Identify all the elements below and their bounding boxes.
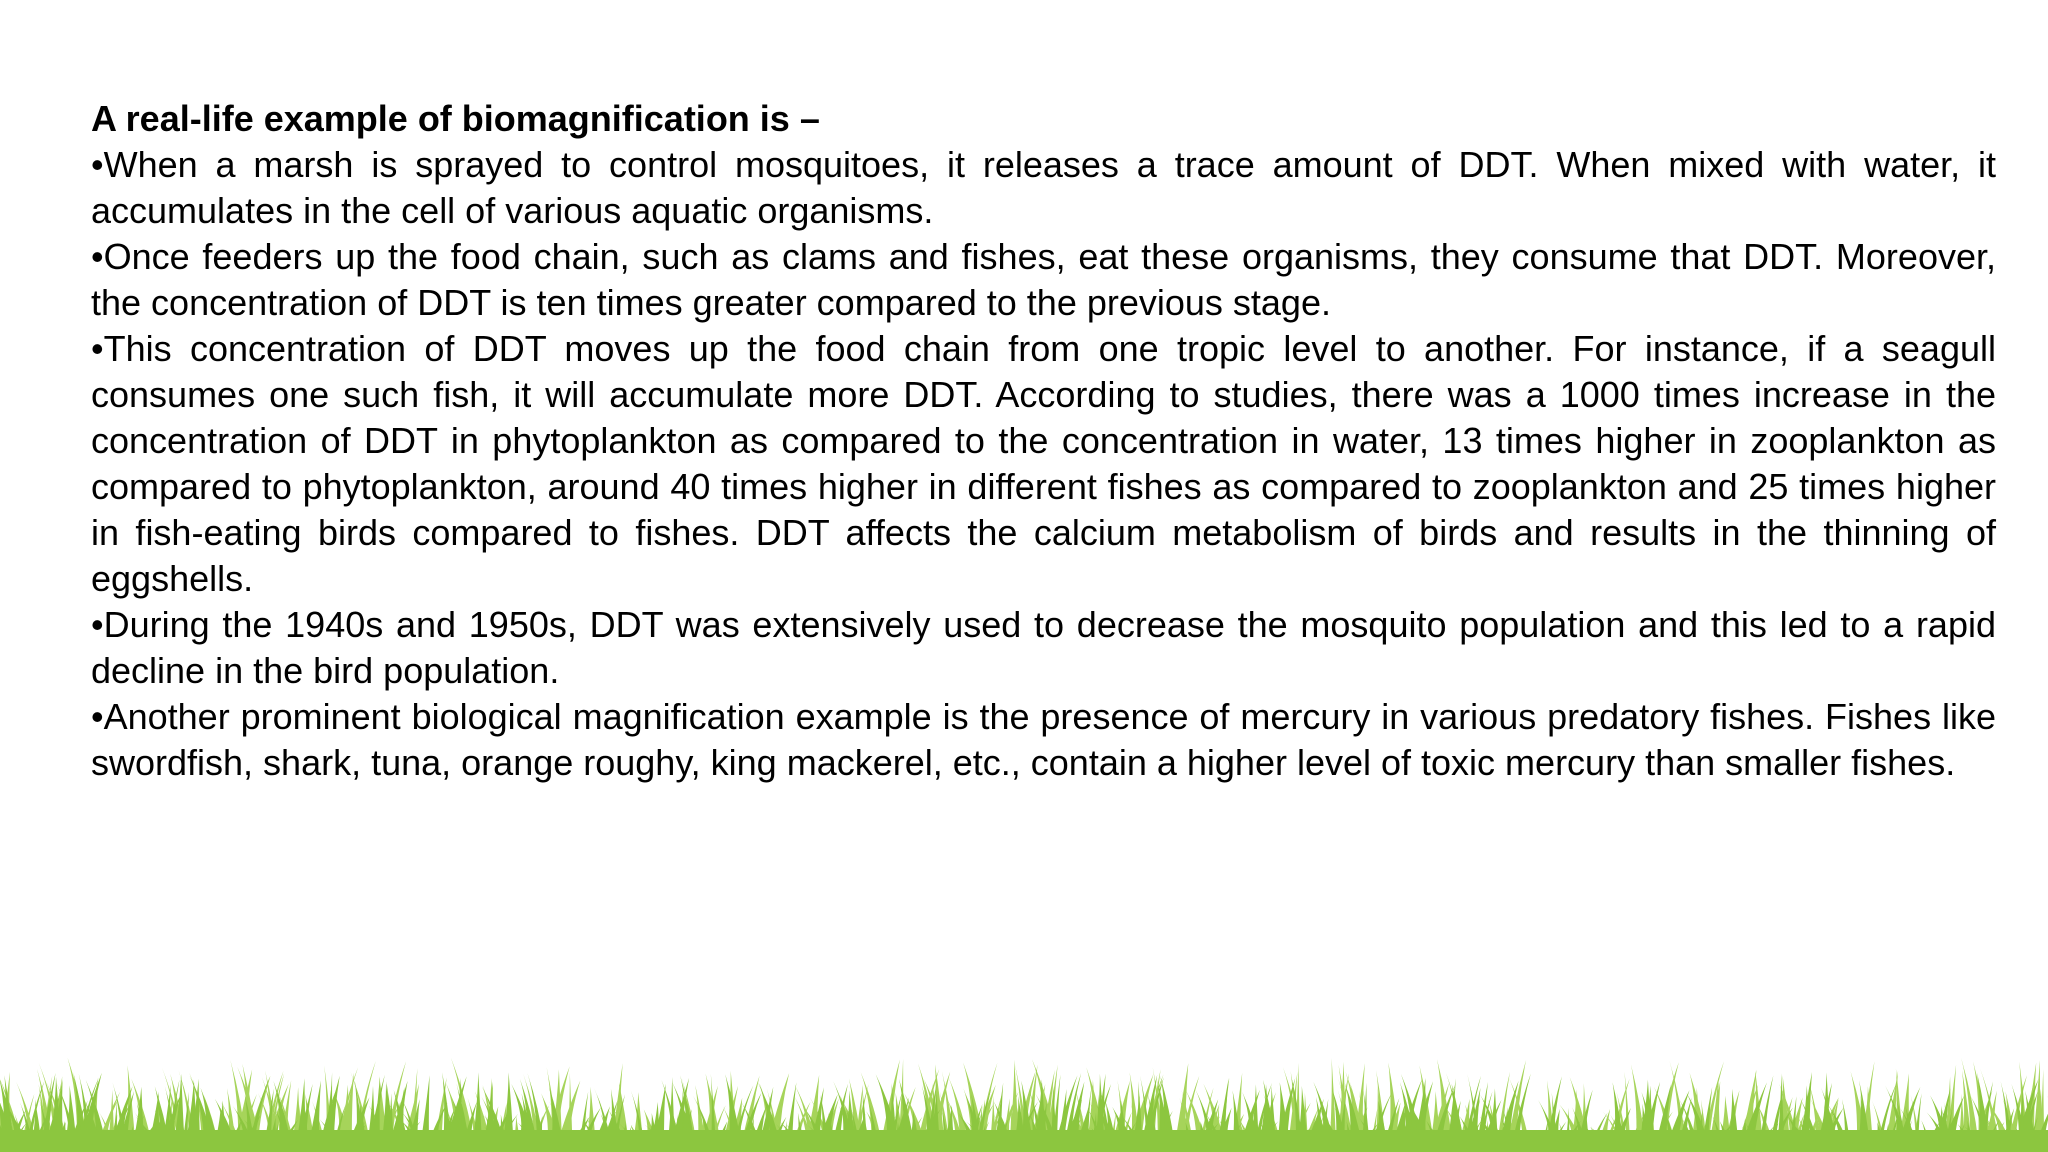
bullet-feeders-consume: •Once feeders up the food chain, such as clams and fishes, eat these organisms, they consume that DDT. Moreover, the concentration of DDT is ten times greater compared to the previous stage. (91, 236, 1996, 323)
bullet-1940s-bird-decline: •During the 1940s and 1950s, DDT was extensively used to decrease the mosquito population and this led to a rapid decline in the bird population. (91, 604, 1996, 691)
grass-base (0, 1130, 2048, 1152)
grass-border-icon (0, 992, 2048, 1152)
bullet-concentration-food-chain: •This concentration of DDT moves up the food chain from one tropic level to another. For instance, if a seagull consumes one such fish, it will accumulate more DDT. According to studies, there was a 1000 times increase in the concentration of DDT in phytoplankton as compared to the concentration in water, 13 times higher in zooplankton as compared to phytoplankton, around 40 times higher in different fishes as compared to zooplankton and 25 times higher in fish-eating birds compared to fishes. DDT affects the calcium metabolism of birds and results in the thinning of eggshells. (91, 328, 1996, 599)
slide-content (91, 96, 1996, 786)
slide-heading: A real-life example of biomagnification is – (91, 98, 820, 139)
bullet-marsh-spraying: •When a marsh is sprayed to control mosquitoes, it releases a trace amount of DDT. When mixed with water, it accumulates in the cell of various aquatic organisms. (91, 144, 1996, 231)
bullet-mercury-fishes: •Another prominent biological magnification example is the presence of mercury in various predatory fishes. Fishes like swordfish, shark, tuna, orange roughy, king mackerel, etc., contain a higher level of toxic mercury than smaller fishes. (91, 696, 1996, 783)
